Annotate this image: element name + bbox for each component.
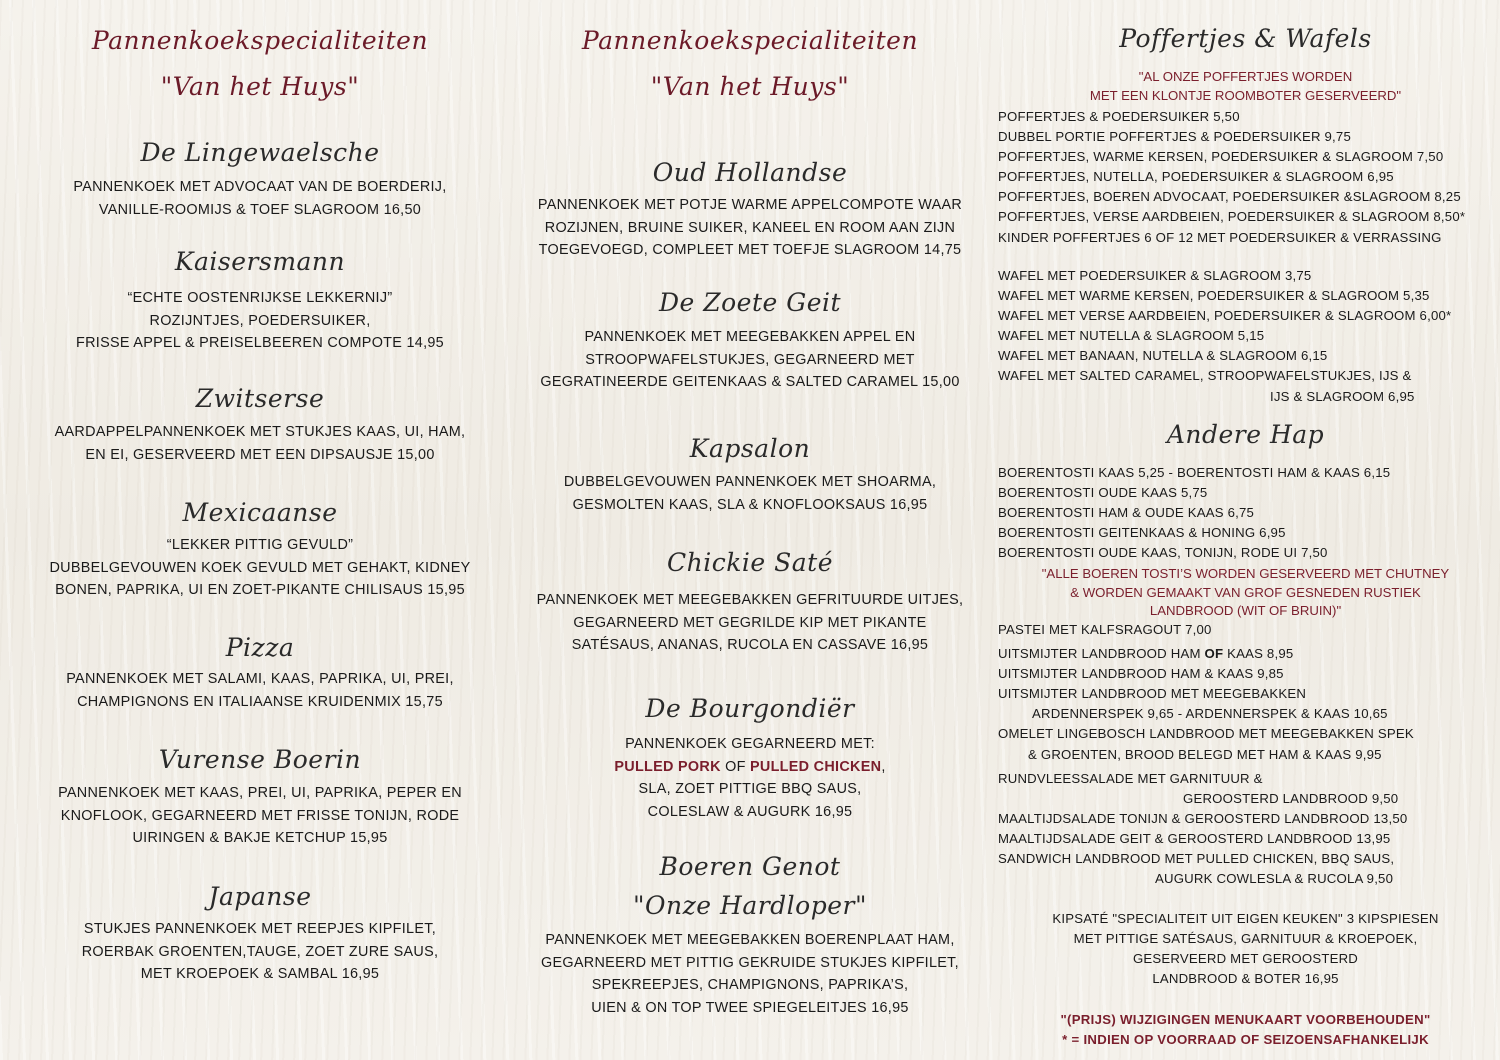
section-title: Pannenkoekspecialiteiten xyxy=(581,26,919,55)
tosti-list xyxy=(998,463,1390,563)
section-title: Andere Hap xyxy=(1166,420,1325,449)
dish-title: Mexicaanse xyxy=(182,498,338,527)
list-item: OMELET LINGEBOSCH LANDBROOD MET MEEGEBAKKEN SPEK xyxy=(998,726,1414,742)
list-item: RUNDVLEESSALADE MET GARNITUUR & xyxy=(998,771,1263,786)
list-item: BOERENTOSTI OUDE KAAS, TONIJN, RODE UI 7,50 xyxy=(998,545,1328,561)
list-item: UITSMIJTER LANDBROOD HAM OF KAAS 8,95 xyxy=(998,646,1294,662)
section-subtitle: "Van het Huys" xyxy=(160,72,360,101)
pulled-pork-label: PULLED PORK xyxy=(614,758,721,775)
list-item: POFFERTJES & POEDERSUIKER 5,50 xyxy=(998,109,1240,124)
list-item: POFFERTJES, WARME KERSEN, POEDERSUIKER & SLAGROOM 7,50 xyxy=(998,149,1444,165)
list-item: MAALTIJDSALADE TONIJN & GEROOSTERD LANDBROOD 13,50 xyxy=(998,811,1408,827)
dish-title: De Lingewaelsche xyxy=(140,138,380,167)
list-item: BOERENTOSTI OUDE KAAS 5,75 xyxy=(998,485,1208,501)
dish-description: DUBBELGEVOUWEN PANNENKOEK MET SHOARMA, GESMOLTEN KAAS, SLA & KNOFLOOKSAUS 16,95 xyxy=(563,474,937,513)
dish-title: Kaisersmann xyxy=(174,247,346,276)
menu-column-2 xyxy=(510,0,990,1060)
list-item: WAFEL MET POEDERSUIKER & SLAGROOM 3,75 xyxy=(998,268,1312,283)
list-item: BOERENTOSTI GEITENKAAS & HONING 6,95 xyxy=(998,525,1286,541)
list-item: POFFERTJES, BOEREN ADVOCAAT, POEDERSUIKER &SLAGROOM 8,25 xyxy=(998,189,1461,205)
list-item: BOERENTOSTI KAAS 5,25 - BOERENTOSTI HAM & KAAS 6,15 xyxy=(998,465,1391,480)
list-item: BOERENTOSTI HAM & OUDE KAAS 6,75 xyxy=(998,505,1255,521)
wafels-list xyxy=(998,266,1451,407)
dish-title: Chickie Saté xyxy=(667,548,833,577)
dish-description: PANNENKOEK MET KAAS, PREI, UI, PAPRIKA, PEPER EN KNOFLOOK, GEGARNEERD MET FRISSE TONIJN, RODE UIRINGEN & BAKJE KETCHUP 15,95 xyxy=(58,785,462,847)
dish-title: De Zoete Geit xyxy=(658,288,842,317)
menu-column-1 xyxy=(20,0,500,1060)
availability-notice: * = INDIEN OP VOORRAAD OF SEIZOENSAFHANKELIJK xyxy=(1062,1032,1429,1047)
dish-description: PANNENKOEK GEGARNEERD MET: PULLED PORK OF PULLED CHICKEN, SLA, ZOET PITTIGE BBQ SAUS, COLESLAW & AUGURK 16,95 xyxy=(614,736,886,820)
list-item: WAFEL MET NUTELLA & SLAGROOM 5,15 xyxy=(998,328,1265,344)
section-title: Pannenkoekspecialiteiten xyxy=(91,26,429,55)
poffertjes-list xyxy=(998,107,1465,248)
other-dishes-list xyxy=(998,620,1414,765)
list-item: WAFEL MET VERSE AARDBEIEN, POEDERSUIKER & SLAGROOM 6,00* xyxy=(998,308,1452,324)
list-item: AUGURK COWLESLA & RUCOLA 9,50 xyxy=(1155,871,1394,887)
salads-list xyxy=(998,769,1407,890)
dish-subtitle: "Onze Hardloper" xyxy=(633,891,867,920)
list-item: POFFERTJES, VERSE AARDBEIEN, POEDERSUIKER & SLAGROOM 8,50* xyxy=(998,209,1466,225)
menu-column-3 xyxy=(998,0,1493,1060)
dish-title: Kapsalon xyxy=(689,434,811,463)
list-item: GEROOSTERD LANDBROOD 9,50 xyxy=(1183,791,1399,807)
list-item: ARDENNERSPEK 9,65 - ARDENNERSPEK & KAAS 10,65 xyxy=(1032,706,1388,722)
dish-description: PANNENKOEK MET SALAMI, KAAS, PAPRIKA, UI, PREI, CHAMPIGNONS EN ITALIAANSE KRUIDENMIX 15,75 xyxy=(66,671,454,710)
list-item: WAFEL MET BANAAN, NUTELLA & SLAGROOM 6,15 xyxy=(998,348,1328,364)
dish-description: PANNENKOEK MET POTJE WARME APPELCOMPOTE WAAR ROZIJNEN, BRUINE SUIKER, KANEEL EN ROOM AAN ZIJN TOEGEVOEGD, COMPLEET MET TOEFJE SLAGROOM 14,75 xyxy=(537,197,963,259)
list-item: UITSMIJTER LANDBROOD MET MEEGEBAKKEN xyxy=(998,686,1307,702)
list-item: DUBBEL PORTIE POFFERTJES & POEDERSUIKER 9,75 xyxy=(998,129,1351,145)
dish-description: “LEKKER PITTIG GEVULD” DUBBELGEVOUWEN KOEK GEVULD MET GEHAKT, KIDNEY BONEN, PAPRIKA, UI EN ZOET-PIKANTE CHILISAUS 15,95 xyxy=(49,537,471,599)
list-item: KINDER POFFERTJES 6 OF 12 MET POEDERSUIKER & VERRASSING xyxy=(998,229,1442,245)
list-item: PASTEI MET KALFSRAGOUT 7,00 xyxy=(998,622,1212,637)
list-item: POFFERTJES, NUTELLA, POEDERSUIKER & SLAGROOM 6,95 xyxy=(998,169,1394,185)
dish-description: PANNENKOEK MET MEEGEBAKKEN BOERENPLAAT HAM, GEGARNEERD MET PITTIG GEKRUIDE STUKJES KIPFILET, SPEKREEPJES, CHAMPIGNONS, PAPRIKA’S, UIEN & ON TOP TWEE SPIEGELEITJES 16,95 xyxy=(541,932,959,1016)
tosti-note: "ALLE BOEREN TOSTI’S WORDEN GESERVEERD MET CHUTNEY & WORDEN GEMAAKT VAN GROF GESNEDEN RUSTIEK LANDBROOD (WIT OF BRUIN)" xyxy=(1041,566,1450,618)
list-item: WAFEL MET WARME KERSEN, POEDERSUIKER & SLAGROOM 5,35 xyxy=(998,288,1430,304)
dish-title: Boeren Genot xyxy=(659,852,841,881)
dish-description: PANNENKOEK MET ADVOCAAT VAN DE BOERDERIJ, VANILLE-ROOMIJS & TOEF SLAGROOM 16,50 xyxy=(73,179,447,218)
dish-title: Oud Hollandse xyxy=(652,158,848,187)
list-item: UITSMIJTER LANDBROOD HAM & KAAS 9,85 xyxy=(998,666,1284,682)
dish-description: PANNENKOEK MET MEEGEBAKKEN GEFRITUURDE UITJES, GEGARNEERD MET GEGRILDE KIP MET PIKANTE SATÉSAUS, ANANAS, RUCOLA EN CASSAVE 16,95 xyxy=(536,592,964,654)
dish-title: De Bourgondiër xyxy=(645,694,855,723)
dish-description: PANNENKOEK MET MEEGEBAKKEN APPEL EN STROOPWAFELSTUKJES, GEGARNEERD MET GEGRATINEERDE GEITENKAAS & SALTED CARAMEL 15,00 xyxy=(540,329,960,391)
dish-description: STUKJES PANNENKOEK MET REEPJES KIPFILET, ROERBAK GROENTEN,TAUGE, ZOET ZURE SAUS, MET KROEPOEK & SAMBAL 16,95 xyxy=(81,921,439,983)
dish-title: Vurense Boerin xyxy=(158,745,362,774)
menu-footer xyxy=(998,1010,1493,1050)
poffertjes-note: "AL ONZE POFFERTJES WORDEN MET EEN KLONTJE ROOMBOTER GESERVEERD" xyxy=(1089,69,1402,103)
kipsate-description: KIPSATÉ "SPECIALITEIT UIT EIGEN KEUKEN" 3 KIPSPIESEN MET PITTIGE SATÉSAUS, GARNITUUR & KROEPOEK, GESERVEERD MET GEROOSTERD LANDBROOD & BOTER 16,95 xyxy=(1052,911,1439,987)
section-subtitle: "Van het Huys" xyxy=(650,72,850,101)
dish-title: Zwitserse xyxy=(195,384,325,413)
dish-description: AARDAPPELPANNENKOEK MET STUKJES KAAS, UI, HAM, EN EI, GESERVEERD MET EEN DIPSAUSJE 15,00 xyxy=(54,424,466,463)
dish-title: Pizza xyxy=(225,633,295,662)
list-item: MAALTIJDSALADE GEIT & GEROOSTERD LANDBROOD 13,95 xyxy=(998,831,1391,847)
dish-description: “ECHTE OOSTENRIJKSE LEKKERNIJ” ROZIJNTJES, POEDERSUIKER, FRISSE APPEL & PREISELBEEREN COMPOTE 14,95 xyxy=(76,290,444,352)
section-title: Poffertjes & Wafels xyxy=(1119,24,1372,53)
pulled-chicken-label: PULLED CHICKEN xyxy=(749,758,882,775)
list-item: WAFEL MET SALTED CARAMEL, STROOPWAFELSTUKJES, IJS & xyxy=(998,368,1412,384)
price-change-notice: "(PRIJS) WIJZIGINGEN MENUKAART VOORBEHOUDEN" xyxy=(1060,1012,1431,1027)
dish-title: Japanse xyxy=(208,882,312,911)
list-item: & GROENTEN, BROOD BELEGD MET HAM & KAAS 9,95 xyxy=(1028,746,1382,762)
list-item: IJS & SLAGROOM 6,95 xyxy=(1270,388,1415,404)
list-item: SANDWICH LANDBROOD MET PULLED CHICKEN, BBQ SAUS, xyxy=(998,851,1395,867)
